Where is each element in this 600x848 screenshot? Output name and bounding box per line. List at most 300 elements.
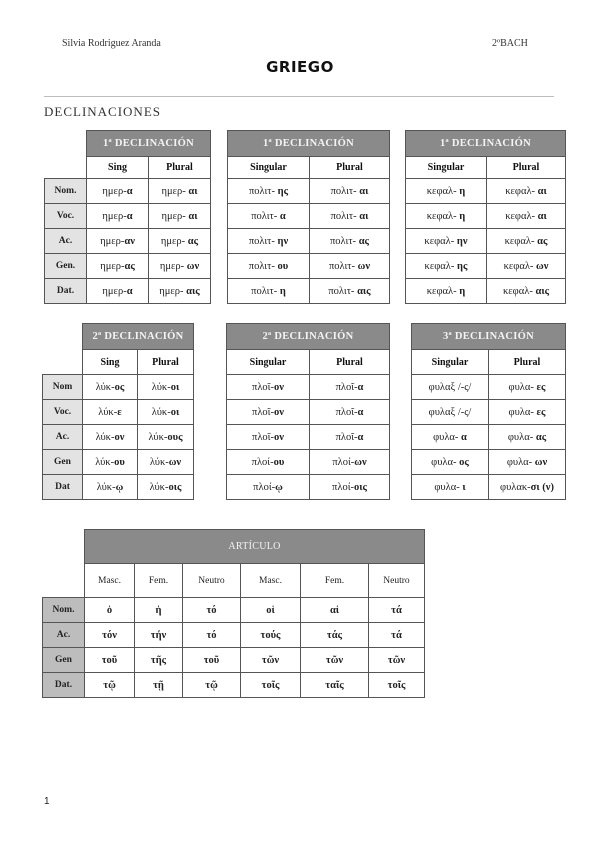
case-label: Ac. bbox=[45, 229, 87, 254]
word-ending: ης bbox=[277, 185, 289, 197]
word-stem: πλοῖ- bbox=[335, 381, 358, 393]
table-row bbox=[227, 475, 390, 500]
form-cell bbox=[149, 229, 211, 254]
word-ending: ε bbox=[117, 406, 122, 418]
form-cell bbox=[87, 279, 149, 304]
column-header: Singular bbox=[406, 157, 487, 179]
word-stem: λύκ- bbox=[149, 481, 169, 493]
form-cell bbox=[310, 400, 390, 425]
word-stem: πλοί- bbox=[332, 456, 355, 468]
column-header-row bbox=[43, 564, 425, 598]
word-stem: πολιτ- bbox=[251, 285, 280, 297]
word-ending: σι (ν) bbox=[530, 481, 554, 493]
word-stem: λύκ- bbox=[149, 456, 169, 468]
word-ending: ων bbox=[357, 260, 371, 272]
form-cell bbox=[227, 475, 310, 500]
case-label: Nom. bbox=[45, 179, 87, 204]
form-cell bbox=[227, 425, 310, 450]
case-label: Dat bbox=[43, 475, 83, 500]
course-label: 2ºBACH bbox=[492, 38, 528, 49]
column-header: Plural bbox=[138, 350, 194, 375]
word-stem: πλοῖ- bbox=[335, 431, 358, 443]
word-stem: πλοῖ- bbox=[252, 431, 274, 443]
word-stem: φυλαξ /-ς/ bbox=[428, 406, 472, 418]
form-cell bbox=[310, 179, 390, 204]
word-stem: πολιτ- bbox=[328, 260, 358, 272]
word-stem: φυλα- bbox=[508, 381, 537, 393]
form-cell bbox=[412, 375, 489, 400]
article-form: τόν bbox=[85, 623, 135, 648]
form-cell bbox=[487, 204, 566, 229]
case-label: Nom bbox=[43, 375, 83, 400]
word-stem: πολιτ- bbox=[248, 185, 278, 197]
table-row bbox=[406, 279, 566, 304]
word-ending: η bbox=[279, 285, 286, 297]
article-form: τῶν bbox=[369, 648, 425, 673]
article-form: τό bbox=[183, 623, 241, 648]
word-ending: ας bbox=[535, 431, 547, 443]
word-stem: ημερ- bbox=[159, 260, 187, 272]
word-stem: ημερ- bbox=[100, 235, 125, 247]
case-label: Dat. bbox=[45, 279, 87, 304]
word-ending: ας bbox=[124, 260, 135, 272]
table-row bbox=[228, 179, 390, 204]
table-row bbox=[412, 400, 566, 425]
form-cell bbox=[228, 179, 310, 204]
word-ending: η bbox=[459, 210, 466, 222]
article-form: τῶν bbox=[241, 648, 301, 673]
article-form: τῆς bbox=[135, 648, 183, 673]
word-stem: ημερ- bbox=[100, 260, 125, 272]
column-header: Sing bbox=[87, 157, 149, 179]
case-label: Gen bbox=[43, 648, 85, 673]
column-header: Sing bbox=[83, 350, 138, 375]
word-stem: ημερ- bbox=[102, 210, 127, 222]
word-stem: κεφαλ- bbox=[426, 185, 460, 197]
column-header: Plural bbox=[487, 157, 566, 179]
corner-cell bbox=[43, 350, 83, 375]
word-stem: κεφαλ- bbox=[504, 235, 538, 247]
word-ending: ῳ bbox=[115, 481, 124, 493]
word-stem: κεφαλ- bbox=[424, 260, 458, 272]
table-row bbox=[45, 204, 211, 229]
word-stem: λύκ- bbox=[148, 431, 168, 443]
word-ending: ας bbox=[358, 235, 369, 247]
table-header-row bbox=[228, 131, 390, 157]
word-stem: φυλα- bbox=[431, 456, 460, 468]
form-cell bbox=[83, 475, 138, 500]
table-row bbox=[43, 475, 194, 500]
word-ending: ες bbox=[536, 381, 546, 393]
form-cell bbox=[227, 375, 310, 400]
word-stem: πλοῖ- bbox=[252, 406, 274, 418]
word-stem: πολιτ- bbox=[251, 210, 280, 222]
page-title: GRIEGO bbox=[266, 58, 334, 76]
case-label: Ac. bbox=[43, 425, 83, 450]
word-stem: λύκ- bbox=[151, 381, 171, 393]
article-form: τοῦ bbox=[183, 648, 241, 673]
form-cell bbox=[489, 375, 566, 400]
section-heading: DECLINACIONES bbox=[44, 104, 161, 119]
word-stem: ημερ- bbox=[161, 210, 189, 222]
form-cell bbox=[87, 204, 149, 229]
word-stem: κεφαλ- bbox=[426, 210, 460, 222]
form-cell bbox=[406, 204, 487, 229]
table-row bbox=[43, 450, 194, 475]
column-header: Fem. bbox=[301, 564, 369, 598]
column-header: Plural bbox=[310, 157, 390, 179]
word-stem: λύκ- bbox=[95, 456, 115, 468]
word-ending: ην bbox=[277, 235, 289, 247]
word-stem: φυλακ- bbox=[500, 481, 531, 493]
corner-cell bbox=[43, 324, 83, 350]
table-row bbox=[45, 229, 211, 254]
table-row bbox=[228, 229, 390, 254]
corner-cell bbox=[43, 530, 85, 564]
word-stem: ημερ- bbox=[102, 185, 127, 197]
word-stem: πλοί- bbox=[332, 481, 355, 493]
word-ending: ου bbox=[114, 456, 125, 468]
word-ending: ος bbox=[114, 381, 125, 393]
word-ending: α bbox=[357, 381, 364, 393]
form-cell bbox=[87, 254, 149, 279]
table-row bbox=[406, 229, 566, 254]
word-ending: ες bbox=[536, 406, 546, 418]
article-form: τούς bbox=[241, 623, 301, 648]
table-row bbox=[227, 375, 390, 400]
table-row bbox=[227, 400, 390, 425]
table-row bbox=[227, 450, 390, 475]
column-header: Neutro bbox=[183, 564, 241, 598]
form-cell bbox=[406, 179, 487, 204]
word-ending: ων bbox=[168, 456, 182, 468]
column-header: Fem. bbox=[135, 564, 183, 598]
form-cell bbox=[310, 204, 390, 229]
article-form: οἱ bbox=[241, 598, 301, 623]
word-ending: α bbox=[357, 406, 364, 418]
word-stem: λύκ- bbox=[95, 381, 115, 393]
table-row bbox=[406, 179, 566, 204]
word-ending: ων bbox=[186, 260, 200, 272]
form-cell bbox=[412, 425, 489, 450]
word-ending: ον bbox=[274, 381, 284, 393]
table-row bbox=[43, 623, 425, 648]
table-title: 2ª DECLINACIÓN bbox=[83, 324, 194, 350]
word-stem: πολιτ- bbox=[330, 210, 360, 222]
word-ending: αν bbox=[124, 235, 135, 247]
form-cell bbox=[138, 375, 194, 400]
table-row bbox=[45, 179, 211, 204]
word-ending: αι bbox=[188, 185, 198, 197]
word-ending: οι bbox=[170, 381, 180, 393]
word-ending: αις bbox=[186, 285, 200, 297]
table-header-row bbox=[406, 131, 566, 157]
form-cell bbox=[487, 179, 566, 204]
column-header: Masc. bbox=[241, 564, 301, 598]
column-header-row bbox=[412, 350, 566, 375]
word-stem: φυλα- bbox=[507, 431, 536, 443]
table-row bbox=[412, 425, 566, 450]
form-cell bbox=[487, 279, 566, 304]
word-stem: φυλαξ /-ς/ bbox=[428, 381, 472, 393]
word-ending: α bbox=[126, 185, 133, 197]
table-title: 1ª DECLINACIÓN bbox=[87, 131, 211, 157]
form-cell bbox=[489, 400, 566, 425]
form-cell bbox=[149, 204, 211, 229]
form-cell bbox=[87, 229, 149, 254]
declension-table-t4 bbox=[42, 323, 194, 500]
word-ending: αι bbox=[537, 210, 547, 222]
table-title: 3ª DECLINACIÓN bbox=[412, 324, 566, 350]
word-stem: κεφαλ- bbox=[503, 260, 537, 272]
table-header-row bbox=[43, 530, 425, 564]
form-cell bbox=[138, 450, 194, 475]
word-stem: λύκ- bbox=[95, 431, 115, 443]
form-cell bbox=[310, 229, 390, 254]
case-label: Voc. bbox=[43, 400, 83, 425]
form-cell bbox=[138, 425, 194, 450]
word-stem: πολιτ- bbox=[248, 260, 278, 272]
table-row bbox=[43, 673, 425, 698]
column-header: Plural bbox=[310, 350, 390, 375]
form-cell bbox=[228, 229, 310, 254]
table-row bbox=[406, 254, 566, 279]
word-ending: ον bbox=[114, 431, 125, 443]
article-form: τῷ bbox=[183, 673, 241, 698]
article-form: τοῦ bbox=[85, 648, 135, 673]
column-header: Singular bbox=[227, 350, 310, 375]
word-ending: ας bbox=[187, 235, 199, 247]
form-cell bbox=[406, 254, 487, 279]
corner-cell bbox=[45, 131, 87, 157]
word-ending: οις bbox=[168, 481, 182, 493]
table-row bbox=[45, 254, 211, 279]
table-row bbox=[412, 450, 566, 475]
form-cell bbox=[487, 254, 566, 279]
form-cell bbox=[406, 229, 487, 254]
column-header-row bbox=[228, 157, 390, 179]
column-header: Masc. bbox=[85, 564, 135, 598]
column-header: Neutro bbox=[369, 564, 425, 598]
form-cell bbox=[227, 450, 310, 475]
author-name: Silvia Rodriguez Aranda bbox=[62, 38, 161, 49]
table-header-row bbox=[227, 324, 390, 350]
form-cell bbox=[83, 450, 138, 475]
table-row bbox=[43, 425, 194, 450]
article-form: τά bbox=[369, 598, 425, 623]
word-ending: ου bbox=[273, 456, 285, 468]
form-cell bbox=[228, 279, 310, 304]
case-label: Voc. bbox=[45, 204, 87, 229]
word-ending: η bbox=[459, 185, 466, 197]
form-cell bbox=[87, 179, 149, 204]
word-ending: ων bbox=[354, 456, 367, 468]
table-row bbox=[45, 279, 211, 304]
word-ending: αι bbox=[537, 185, 547, 197]
form-cell bbox=[138, 400, 194, 425]
article-form: ἡ bbox=[135, 598, 183, 623]
case-label: Gen. bbox=[45, 254, 87, 279]
form-cell bbox=[412, 450, 489, 475]
word-ending: οι bbox=[170, 406, 180, 418]
form-cell bbox=[487, 229, 566, 254]
word-stem: φυλα- bbox=[508, 406, 537, 418]
article-form: ὁ bbox=[85, 598, 135, 623]
article-form: τό bbox=[183, 598, 241, 623]
column-header-row bbox=[227, 350, 390, 375]
article-form: τήν bbox=[135, 623, 183, 648]
table-row bbox=[228, 254, 390, 279]
word-ending: η bbox=[459, 285, 466, 297]
word-stem: πλοί- bbox=[251, 456, 274, 468]
form-cell bbox=[489, 475, 566, 500]
form-cell bbox=[310, 254, 390, 279]
table-title: ARTÍCULO bbox=[85, 530, 425, 564]
article-form: τά bbox=[369, 623, 425, 648]
article-form: τοῖς bbox=[369, 673, 425, 698]
word-ending: αι bbox=[359, 185, 369, 197]
column-header-row bbox=[406, 157, 566, 179]
table-title: 2ª DECLINACIÓN bbox=[227, 324, 390, 350]
form-cell bbox=[412, 400, 489, 425]
word-ending: ον bbox=[274, 431, 284, 443]
declension-table-t2 bbox=[227, 130, 390, 304]
word-ending: ων bbox=[534, 456, 548, 468]
word-stem: κεφαλ- bbox=[426, 285, 460, 297]
article-form: τῶν bbox=[301, 648, 369, 673]
word-ending: ην bbox=[456, 235, 468, 247]
word-ending: ου bbox=[277, 260, 289, 272]
table-title: 1ª DECLINACIÓN bbox=[228, 131, 390, 157]
word-stem: λύκ- bbox=[151, 406, 171, 418]
column-header: Plural bbox=[489, 350, 566, 375]
word-ending: ους bbox=[167, 431, 183, 443]
article-form: τῷ bbox=[85, 673, 135, 698]
word-stem: κεφαλ- bbox=[502, 285, 536, 297]
word-stem: ημερ- bbox=[159, 285, 187, 297]
table-row bbox=[43, 375, 194, 400]
word-stem: ημερ- bbox=[160, 235, 188, 247]
word-ending: αις bbox=[357, 285, 371, 297]
form-cell bbox=[83, 375, 138, 400]
form-cell bbox=[228, 254, 310, 279]
word-stem: πλοῖ- bbox=[252, 381, 274, 393]
form-cell bbox=[149, 279, 211, 304]
word-ending: α bbox=[126, 285, 133, 297]
table-row bbox=[228, 279, 390, 304]
table-row bbox=[43, 648, 425, 673]
word-ending: α bbox=[461, 431, 467, 443]
declension-table-t3 bbox=[405, 130, 566, 304]
table-row bbox=[406, 204, 566, 229]
table-header-row bbox=[412, 324, 566, 350]
article-form: τάς bbox=[301, 623, 369, 648]
word-ending: α bbox=[279, 210, 286, 222]
form-cell bbox=[83, 425, 138, 450]
form-cell bbox=[310, 475, 390, 500]
table-header-row bbox=[45, 131, 211, 157]
case-label: Dat. bbox=[43, 673, 85, 698]
form-cell bbox=[310, 450, 390, 475]
case-label: Ac. bbox=[43, 623, 85, 648]
word-stem: φυλα- bbox=[433, 431, 462, 443]
declension-table-t5 bbox=[226, 323, 390, 500]
corner-cell bbox=[43, 564, 85, 598]
table-row bbox=[412, 375, 566, 400]
word-stem: πολιτ- bbox=[248, 235, 278, 247]
column-header: Singular bbox=[228, 157, 310, 179]
word-ending: αι bbox=[188, 210, 198, 222]
word-ending: ον bbox=[274, 406, 284, 418]
word-stem: φυλα- bbox=[434, 481, 463, 493]
form-cell bbox=[310, 279, 390, 304]
declension-table-t6 bbox=[411, 323, 566, 500]
word-stem: λύκ- bbox=[98, 406, 118, 418]
word-stem: κεφαλ- bbox=[505, 185, 538, 197]
word-ending: ῳ bbox=[275, 481, 283, 493]
word-stem: πλοῖ- bbox=[335, 406, 358, 418]
form-cell bbox=[406, 279, 487, 304]
word-ending: α bbox=[357, 431, 364, 443]
word-ending: αι bbox=[359, 210, 369, 222]
word-ending: ος bbox=[459, 456, 469, 468]
form-cell bbox=[149, 179, 211, 204]
word-ending: α bbox=[126, 210, 133, 222]
table-row bbox=[228, 204, 390, 229]
column-header-row bbox=[43, 350, 194, 375]
column-header: Plural bbox=[149, 157, 211, 179]
page-number: 1 bbox=[44, 796, 50, 807]
form-cell bbox=[149, 254, 211, 279]
article-form: τοῖς bbox=[241, 673, 301, 698]
word-ending: ων bbox=[536, 260, 549, 272]
case-label: Nom. bbox=[43, 598, 85, 623]
divider bbox=[44, 96, 554, 97]
form-cell bbox=[489, 425, 566, 450]
word-ending: ι bbox=[462, 481, 466, 493]
form-cell bbox=[227, 400, 310, 425]
form-cell bbox=[138, 475, 194, 500]
word-stem: πολιτ- bbox=[330, 185, 360, 197]
word-stem: ημερ- bbox=[102, 285, 127, 297]
article-form: ταῖς bbox=[301, 673, 369, 698]
word-ending: ης bbox=[457, 260, 468, 272]
table-row bbox=[412, 475, 566, 500]
corner-cell bbox=[45, 157, 87, 179]
word-ending: αις bbox=[535, 285, 550, 297]
form-cell bbox=[228, 204, 310, 229]
table-header-row bbox=[43, 324, 194, 350]
table-row bbox=[227, 425, 390, 450]
table-row bbox=[43, 400, 194, 425]
word-stem: φυλα- bbox=[506, 456, 535, 468]
form-cell bbox=[310, 375, 390, 400]
word-stem: λύκ- bbox=[96, 481, 116, 493]
form-cell bbox=[489, 450, 566, 475]
column-header: Singular bbox=[412, 350, 489, 375]
article-form: αἱ bbox=[301, 598, 369, 623]
word-stem: πολιτ- bbox=[328, 285, 358, 297]
article-table bbox=[42, 529, 425, 698]
declension-table-t1 bbox=[44, 130, 211, 304]
word-stem: πολιτ- bbox=[330, 235, 359, 247]
table-title: 1ª DECLINACIÓN bbox=[406, 131, 566, 157]
table-row bbox=[43, 598, 425, 623]
word-ending: οις bbox=[354, 481, 367, 493]
case-label: Gen bbox=[43, 450, 83, 475]
form-cell bbox=[412, 475, 489, 500]
form-cell bbox=[310, 425, 390, 450]
